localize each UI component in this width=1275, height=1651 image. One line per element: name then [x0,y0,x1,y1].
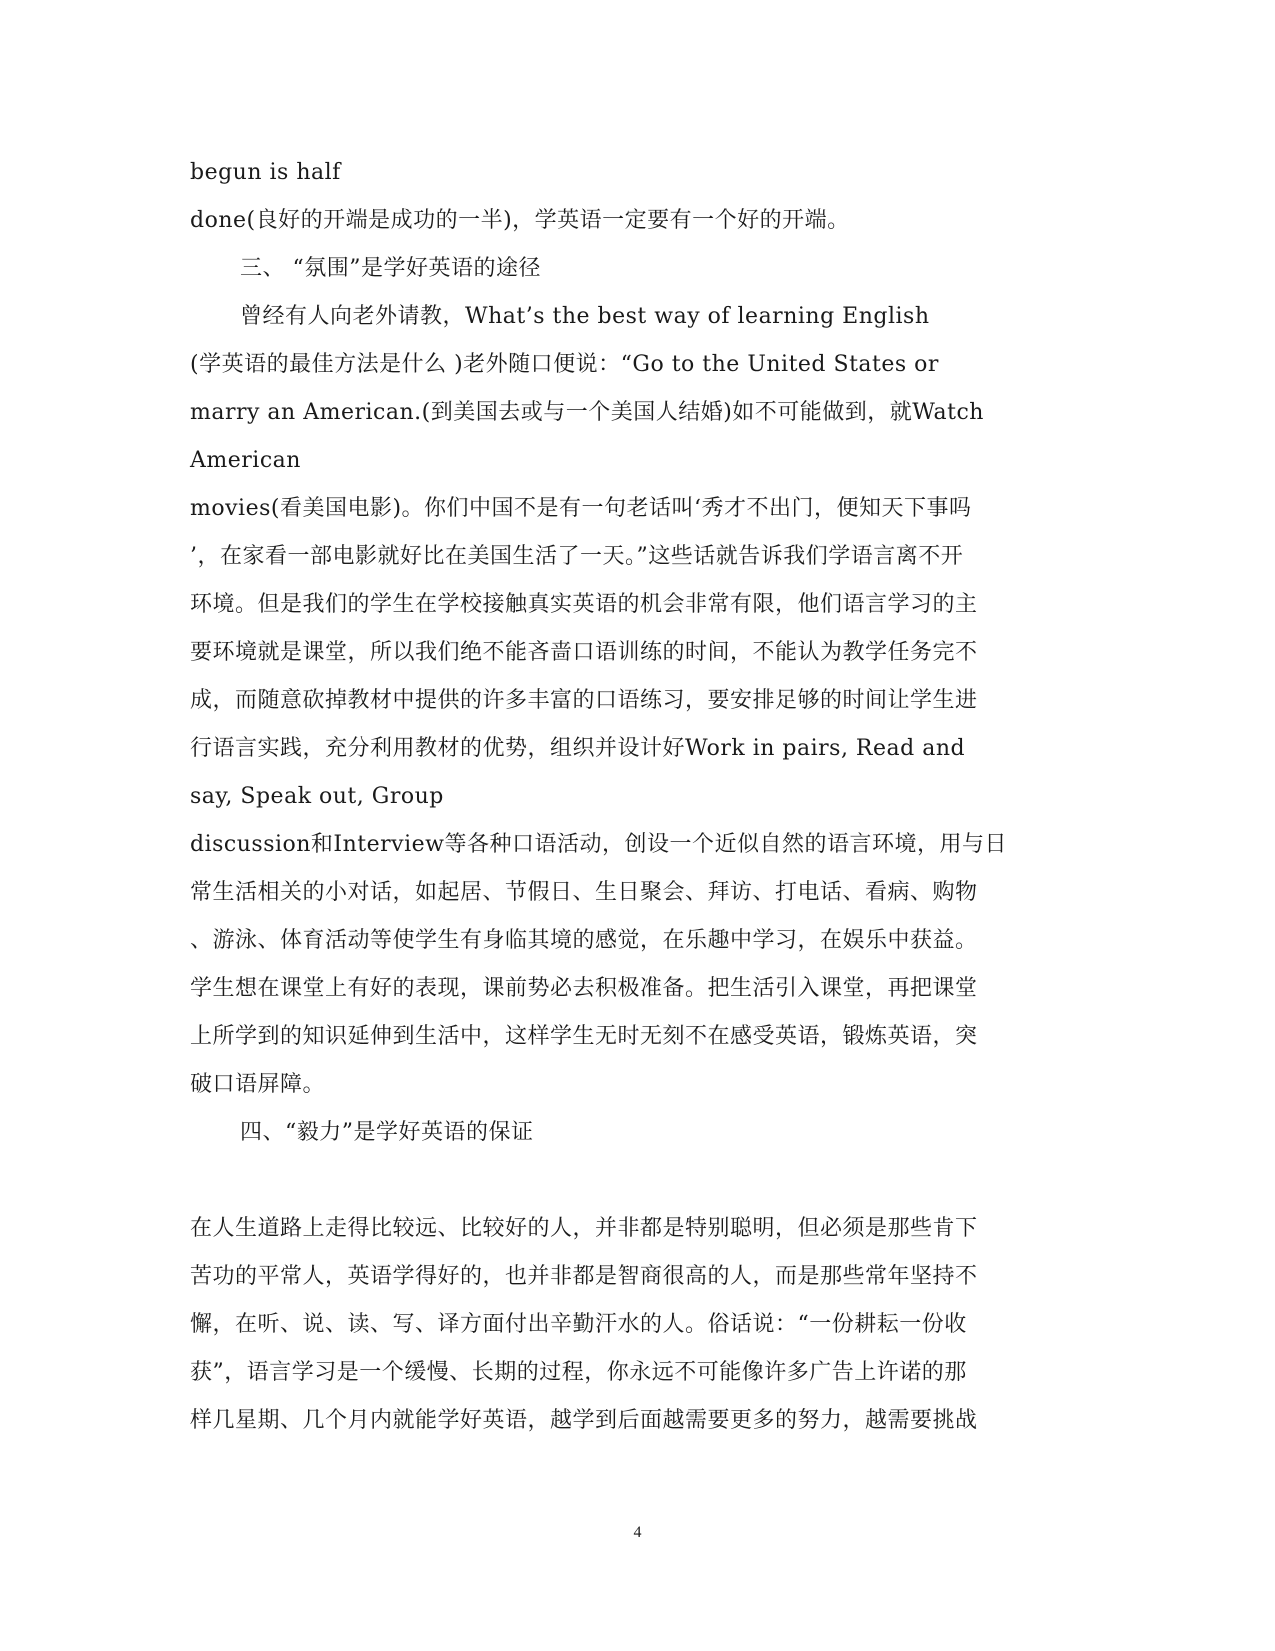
text-line: American [190,448,301,473]
text-line: discussion和Interview等各种口语活动，创设一个近似自然的语言环境，用与日 [190,832,1007,857]
text-line: 在人生道路上走得比较远、比较好的人，并非都是特别聪明，但必须是那些肯下 [190,1216,978,1241]
text-line: 破口语屏障。 [190,1072,326,1097]
page-number: 4 [633,1524,642,1541]
text-line: 苦功的平常人，英语学得好的，也并非都是智商很高的人，而是那些常年坚持不 [190,1264,978,1289]
text-line: done(良好的开端是成功的一半)，学英语一定要有一个好的开端。 [190,208,850,233]
text-line: 常生活相关的小对话，如起居、节假日、生日聚会、拜访、打电话、看病、购物 [190,880,978,905]
text-line: say, Speak out, Group [190,784,444,809]
section-heading: 三、 “氛围”是学好英语的途径 [240,256,541,281]
text-line: movies(看美国电影)。你们中国不是有一句老话叫‘秀才不出门，便知天下事吗 [190,496,972,521]
text-line: marry an American.(到美国去或与一个美国人结婚)如不可能做到，就Watch [190,400,984,425]
text-line: ’，在家看一部电影就好比在美国生活了一天。”这些话就告诉我们学语言离不开 [190,544,964,569]
text-line: 获”，语言学习是一个缓慢、长期的过程，你永远不可能像许多广告上许诺的那 [190,1360,967,1385]
text-line: begun is half [190,160,341,185]
text-line: 、游泳、体育活动等使学生有身临其境的感觉，在乐趣中学习，在娱乐中获益。 [190,928,978,953]
text-line: 上所学到的知识延伸到生活中，这样学生无时无刻不在感受英语，锻炼英语，突 [190,1024,978,1049]
text-line: 懈，在听、说、读、写、译方面付出辛勤汗水的人。俗话说：“一份耕耘一份收 [190,1312,967,1337]
text-line: 成，而随意砍掉教材中提供的许多丰富的口语练习，要安排足够的时间让学生进 [190,688,978,713]
text-line: 学生想在课堂上有好的表现，课前势必去积极准备。把生活引入课堂，再把课堂 [190,976,978,1001]
section-heading: 四、“毅力”是学好英语的保证 [240,1120,534,1145]
text-line: (学英语的最佳方法是什么 )老外随口便说：“Go to the United States or [190,352,939,377]
text-line: 曾经有人向老外请教，What’s the best way of learning English [240,304,930,329]
text-line: 样几星期、几个月内就能学好英语，越学到后面越需要更多的努力，越需要挑战 [190,1408,978,1433]
text-line: 环境。但是我们的学生在学校接触真实英语的机会非常有限，他们语言学习的主 [190,592,978,617]
text-line: 行语言实践，充分利用教材的优势，组织并设计好Work in pairs, Read and [190,736,966,761]
text-line: 要环境就是课堂，所以我们绝不能吝啬口语训练的时间，不能认为教学任务完不 [190,640,978,665]
